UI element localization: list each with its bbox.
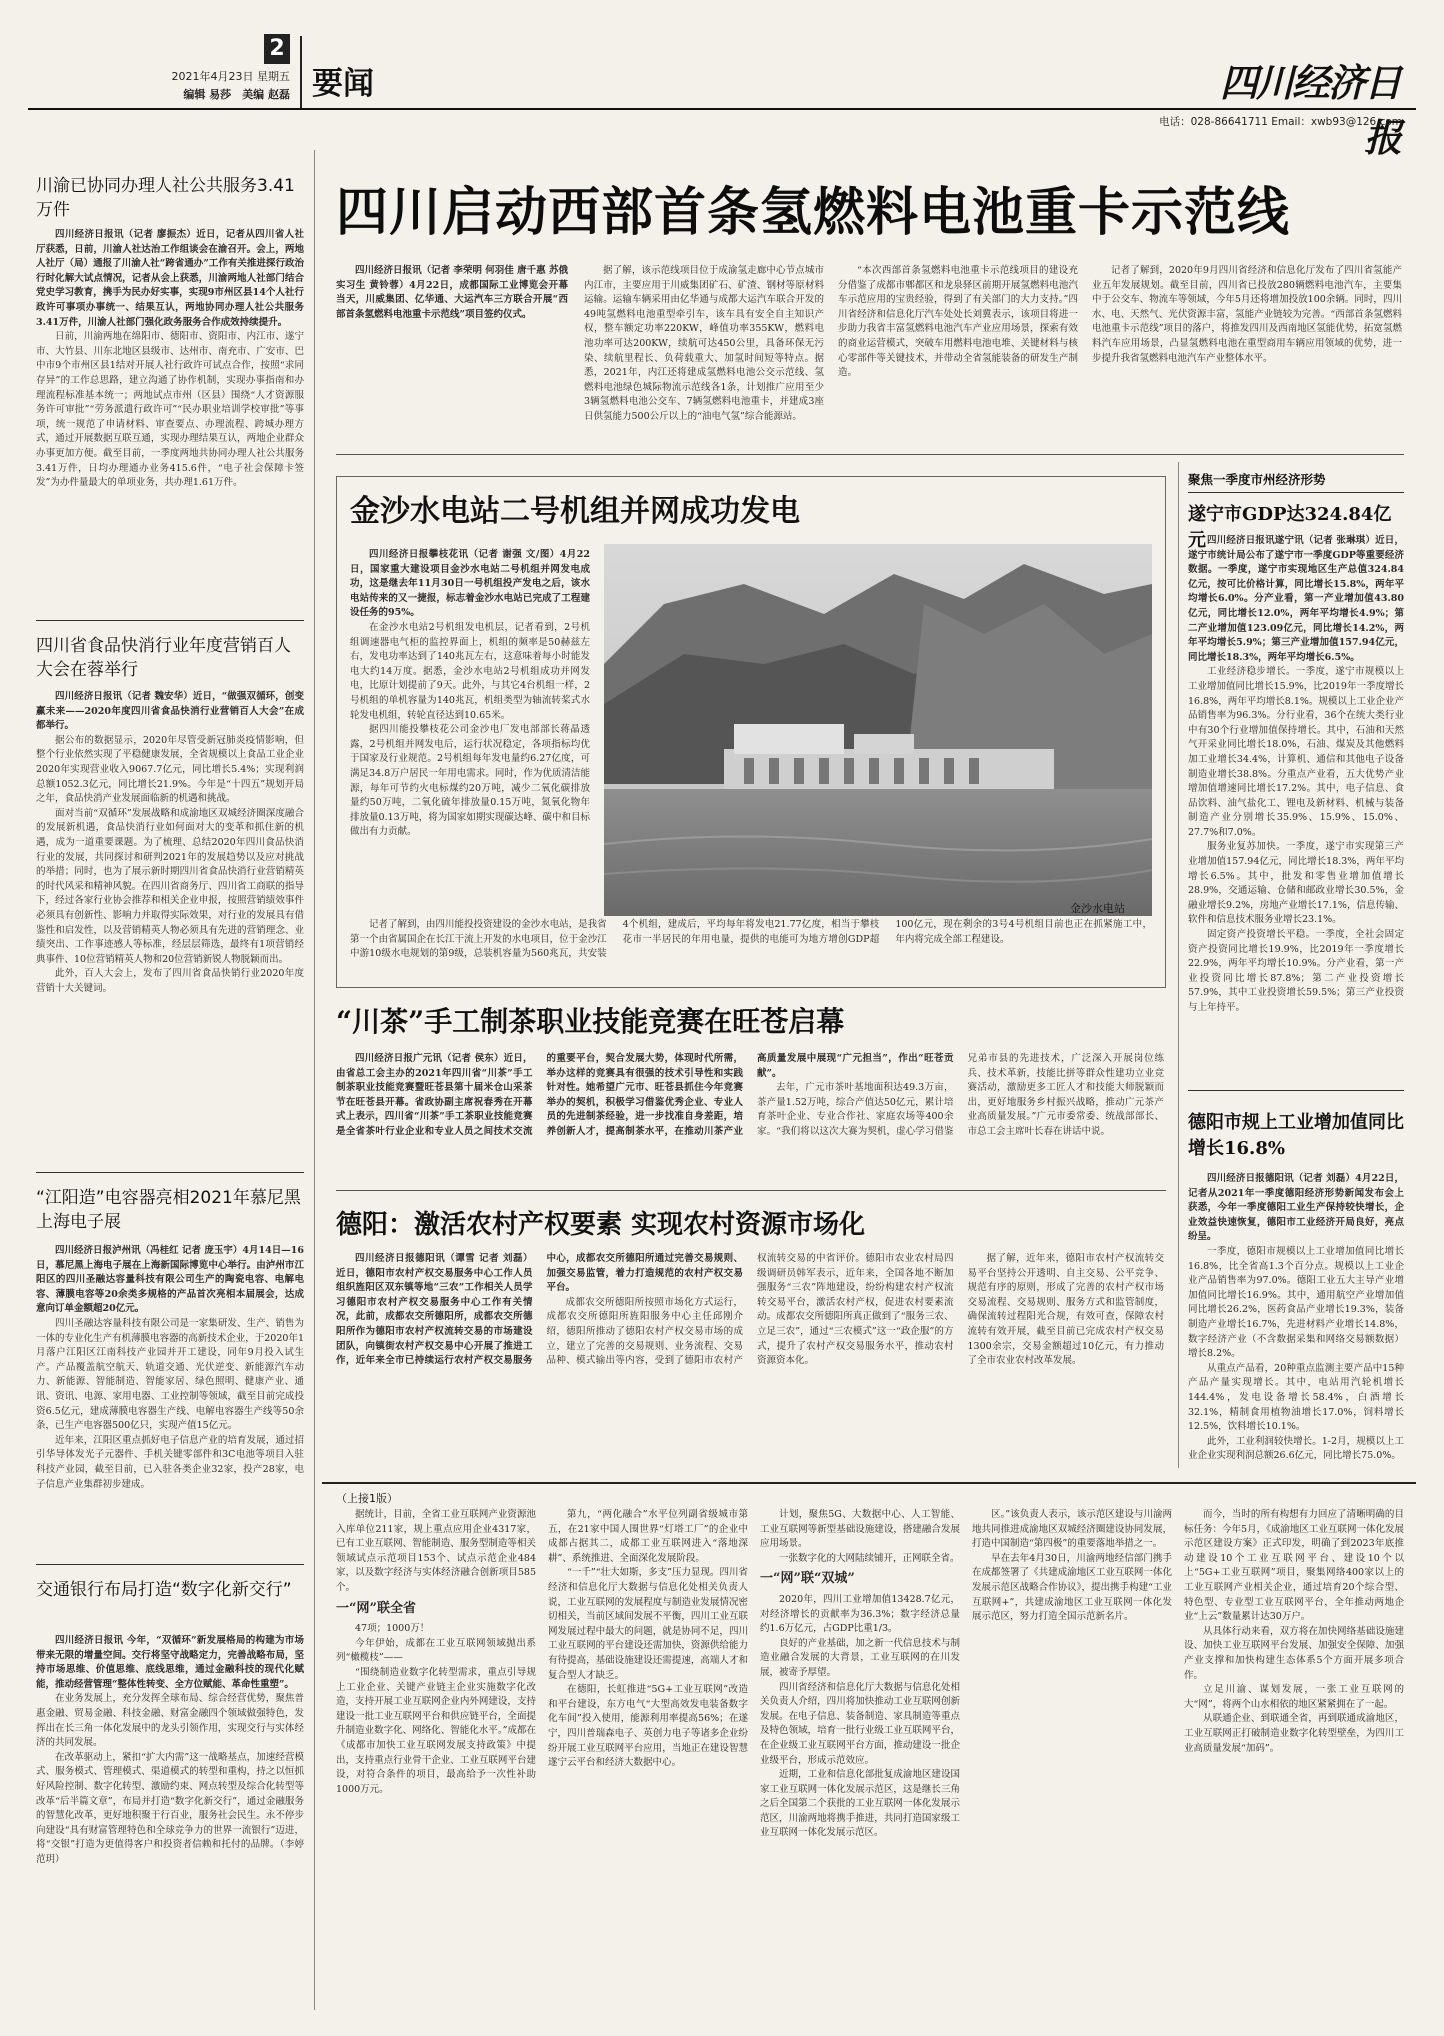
continued-paragraph: 第九，“两化融合”水平位列副省级城市第五，在21家中国人围世界“灯塔工厂”的企业中成都占据其二，成都工业互联网进入“落地深耕”、系统推进、全面深化发展阶段。 xyxy=(548,1509,748,1564)
right-section-label: 聚焦一季度市州经济形势 xyxy=(1188,470,1404,493)
left-body-1 xyxy=(36,228,304,560)
hydropower-dam-image xyxy=(604,544,1152,916)
continued-paragraph: 从具体行动来看，双方将在加快网络基础设施建设、加快工业互联网平台发展、加强安全保障、加强产业支撑和加快构建生态体系5个方面开展多项合作。 xyxy=(1184,1625,1404,1681)
right-paragraph: 工业经济稳步增长。一季度，遂宁市规模以上工业增加值同比增长15.9%，比2019年一季度增长16.8%，两年平均增长8.1%。规模以上工业企业产品销售率为96.3%。分行业看，36个在统大类行业中有30个行业增加值保持增长。其中，石油和天然气开采业同比增长18.0%，石油、煤炭及其他燃料加工业增长34.4%，计算机、通信和其他电子设备制造业增长38.8%。分重点产业看，五大优势产业增加值增速同比增长17.2%。其中，电子信息、食品饮料、油气盐化工、锂电及新材料、机械与装备制造产业分别增长35.9%、15.9%、15.0%、27.7%和7.0%。 xyxy=(1188,666,1404,838)
left-paragraph: 四川经济日报讯（记者 魏安华）近日，“做强双循环，创变赢未来——2020年度四川省食品快消行业营销百人大会”在成都举行。 xyxy=(36,691,304,732)
continued-paragraph: 区。”该负责人表示，该示范区建设与川渝两地共同推进成渝地区双城经济圈建设协同发展，打造中国制造“第四极”的重要落地举措之一。 xyxy=(972,1509,1172,1550)
hydrogen-col-4 xyxy=(1092,264,1402,422)
jinsha-paragraph: 在金沙水电站2号机组发电机层，记者看到，2号机组调速器电气柜的监控界面上，机组的频率是50赫兹左右，发电功率达到了140兆瓦左右，这意味着每小时能发电大约14万度。据悉，金沙水电站2号机组成功并网发电，比原计划提前了9天。此外，与其它4台机组一样，2号机组的单机容量为140兆瓦，机组类型为轴流转桨式水轮发电机组，转轮直径达到10.65米。 xyxy=(350,621,590,721)
tea-paragraph: 四川经济日报广元讯（记者 侯东）近日，由省总工会主办的2021年四川省“川茶”手工制茶职业技能竞赛暨旺苍县第十届米仓山采茶节在旺苍县开幕。省政协副主席祝春秀在开幕式上表示，四川省“川茶”手工茶职业技能竞赛是全省茶叶行业企业和专业人员之间技术交流的重要平台，契合发展大势，体现时代所需，举办这样的竞赛具有很强的技术引导性和实践针对性。她希望广元市、旺苍县抓住今年竞赛举办的契机，积极学习借鉴优秀企业、专业人员的先进制茶经验，进一步找准自身差距，培养创新人才，提高制茶水平，在推动川茶产业高质量发展中展现“广元担当”，作出“旺苍贡献”。 xyxy=(336,1053,954,1137)
left-headline-1: 川渝已协同办理人社公共服务3.41万件 xyxy=(36,176,295,220)
continued-col-2 xyxy=(548,1508,748,2006)
hydrogen-paragraph: 四川经济日报讯（记者 李荣明 何羽佳 唐千惠 苏俄 实习生 黄铃蓉）4月22日，成都国际工业博览会开幕当天，川威集团、亿华通、大运汽车三方联合开展“西部首条氢燃料电池重卡示范线”项目签约仪式。 xyxy=(336,265,568,320)
left-headline-2: 四川省食品快消行业年度营销百人大会在蓉举行 xyxy=(36,636,291,680)
continued-paragraph: 从联通企业、到联通全省，再到联通成渝地区，工业互联网正打破制造业数字化转型壁垒，为四川工业高质量发展“加码”。 xyxy=(1184,1713,1404,1754)
continued-paragraph: 2020年，四川工业增加值13428.7亿元，对经济增长的贡献率为36.3%；数字经济总量约1.6万亿元，占GDP比重1/3。 xyxy=(760,1593,960,1635)
jinsha-paragraph: 记者了解到，由四川能投投资建设的金沙水电站，是我省第一个由省属国企在长江干流上开发的水电项目，位于金沙江中游10级水电规划的第9级，总装机容量为560兆瓦，共安装4个机组，建成后，平均每年将发电21.77亿度，相当于攀枝花市一半居民的年用电量，提供的电能可为地方增创GDP超100亿元，现在剩余的3号4号机组目前也正在抓紧施工中，年内将完成全部工程建设。 xyxy=(350,919,1152,960)
deyang-rural-paragraph: 四川经济日报德阳讯（谭雪 记者 刘磊）近日，德阳市农村产权交易服务中心工作人员组织旌阳区双东镇等地“三农”工作相关人员学习德阳市农村产权交易服务中心工作有关情况，此前，成都农交所德阳所，成都农交所德阳所作为德阳市农村产权流转交易的市场建设团队，向镇街农村产权交易中心开展了推进工作，近年来全市已持续运行农村产权交易服务中心，成都农交所德阳所通过完善交易规则、加强交易监管，着力打造规范的农村产权交易平台。 xyxy=(336,1253,743,1367)
jinsha-headline: 金沙水电站二号机组并网成功发电 xyxy=(350,494,800,529)
right-headline-1: 遂宁市GDP达324.84亿元 xyxy=(1188,504,1392,551)
right-paragraph: 此外，工业利润较快增长。1-2月，规模以上工业企业实现利润总额26.6亿元，同比增长75.0%。 xyxy=(1188,1435,1404,1462)
left-paragraph: 在改革驱动上，紧扣“扩大内需”这一战略基点，加速经营模式、服务模式、管理模式、渠道模式的转型和重构，持之以恒抓好风险控制、数字化转型、激励约束、网点转型及综合化转型等改革“后半篇文章”，布局并打造“数字化新交行”，通过金融服务的智慧化改革，更好地积聚于行百业，服务社会民生。永不停步向建设“具有财富管理特色和全球竞争力的世界一流银行”迈进，将“交银”打造为更值得客户和投资者信赖和托付的品牌。（李婷 范玥） xyxy=(36,1751,304,1865)
left-rule-1 xyxy=(36,620,304,621)
right-paragraph: 从重点产品看，20种重点监测主要产品中15种产品产量实现增长。其中，电站用汽轮机增长144.4%，发电设备增长58.4%，白酒增长32.1%，精制食用植物油增长17.0%，饲料增长12.5%，饮料增长10.1%。 xyxy=(1188,1362,1404,1433)
right-paragraph: 四川经济日报讯遂宁讯（记者 张琳琪）近日，遂宁市统计局公布了遂宁市一季度GDP等重要经济数据。一季度，遂宁市实现地区生产总值324.84亿元，按可比价格计算，同比增长15.8%，两年平均增长6.0%。分产业看，第一产业增加值43.80亿元，同比增长12.0%，两年平均增长4.9%；第二产业增加值123.09亿元，同比增长14.2%，两年平均增长5.9%；第三产业增加值157.94亿元，同比增长18.3%，两年平均增长6.5%。 xyxy=(1188,535,1404,663)
continued-subhead-2: 一“网”联“双城” xyxy=(760,1571,855,1587)
deyang-rural-paragraph: 据了解，近年来，德阳市农村产权流转交易平台坚持公开透明、自主交易、公平竞争、规范有序的原则，形成了完善的农村产权市场交易流程、交易规则、服务方式和监管制度，确保流转过程阳光合规，有效可查，保障农村流转有效开展，截至目前已完成农村产权交易1300余宗，交易金额超过10亿元，有力推动了全市农业农村改革发展。 xyxy=(967,1253,1164,1367)
tea-headline: “川茶”手工制茶职业技能竞赛在旺苍启幕 xyxy=(336,1005,845,1038)
left-headline-4: 交通银行布局打造“数字化新交行” xyxy=(36,1580,292,1600)
tea-bottom-rule xyxy=(336,1190,1166,1191)
jinsha-col-1 xyxy=(350,548,590,900)
page-number: 2 xyxy=(264,34,290,64)
jinsha-photo xyxy=(604,544,1152,916)
left-headline-3: “江阳造”电容器亮相2021年慕尼黑上海电子展 xyxy=(36,1188,301,1232)
left-paragraph: 面对当前“双循环”发展战略和成渝地区双城经济圈深度融合的发展新机遇，食品快消行业如何面对大的变革和抓住新的机遇，成为一道重要课题。为了梳理、总结2020年四川食品快消行业的发展，共同探讨和研判2021年的发展趋势以及应对挑战的举措；同时，也为了展示新时期四川省食品快消行业营销精英的时代风采和精神风貌。在四川省商务厅、四川省工商联的指导下，经过各家行业协会推荐和相关企业申报，按照营销绩效事件必须具有创新性、影响力并取得实际效果，对行业的发展具有借鉴性和启发性，以及营销精英人物必须具有先进的营销理念、业绩突出、工作事迹感人等标准，经层层筛选，最终有1项营销经典事件、10位营销精英人物和20位营销新锐人物脱颖而出。 xyxy=(36,807,304,965)
continued-paragraph: 一张数字化的大网陆续铺开，正网联全省。 xyxy=(779,1552,960,1564)
right-body-2 xyxy=(1188,1172,1404,1468)
continued-col-5 xyxy=(1184,1508,1404,2006)
right-headline-2: 德阳市规上工业增加值同比增长16.8% xyxy=(1188,1112,1404,1159)
right-paragraph: 一季度，德阳市规模以上工业增加值同比增长16.8%，比全省高1.3个百分点。规模以上工业企业产品销售率为97.0%。德阳工业五大主导产业增加值同比增长16.9%。其中，通用航空产业增加值同比增长26.2%，医药食品产业增长19.3%，装备制造产业增长16.7%，先进材料产业增长14.8%，数字经济产业（不含数据采集和网络交易额数据）增长8.2%。 xyxy=(1188,1245,1404,1360)
left-rule-2 xyxy=(36,1172,304,1173)
left-paragraph: 四川经济日报泸州讯（冯桂红 记者 庞玉宇）4月14日—16日，慕尼黑上海电子展在上海新国际博览中心举行。由泸州市江阳区的四川圣融达容量科技有限公司生产的陶瓷电容、电解电容、薄膜电容等20余类多规格的产品首次亮相本届展会，达成意向订单金额超20亿元。 xyxy=(36,1245,304,1315)
continued-subhead-1: 一“网”联全省 xyxy=(336,1600,416,1616)
continued-paragraph: 四川省经济和信息化厅大数据与信息化处相关负责人介绍，四川将加快推动工业互联网创新发展。在电子信息、装备制造、家具制造等重点及特色领域，培育一批行业级工业互联网平台，在企业级工业互联网平台方面，推动建设一批企业级平台，形成示范效应。 xyxy=(760,1681,960,1766)
left-body-2 xyxy=(36,690,304,1148)
right-paragraph: 固定资产投资增长平稳。一季度，全社会固定资产投资同比增长19.9%，比2019年一季度增长22.9%，两年平均增长10.9%。分产业看，第一产业投资同比增长87.8%；第二产业投资增长57.9%，其中工业投资增长59.5%；第三产业投资与上年持平。 xyxy=(1188,929,1404,1013)
left-paragraph: 四川圣融达容量科技有限公司是一家集研发、生产、销售为一体的专业化生产有机薄膜电容器的高新技术企业，于2020年1月落户江阳区江南科技产业园并开工建设，同年9月投入试生产。产品覆盖航空航天、轨道交通、光伏逆变、新能源汽车动力、新能源、智能制造、智能家居、绿色照明、健康产业、通讯、资讯、电源、家用电器、工业控制等领域，截至目前完成投资6.5亿元，建成薄膜电容器生产线、电解电容器生产线等50余条，已生产电容器500亿只，实现产值15亿元。 xyxy=(36,1317,304,1432)
hydrogen-col-2 xyxy=(584,264,824,422)
left-paragraph: 据公布的数据显示，2020年尽管受新冠肺炎疫情影响，但整个行业依然实现了平稳健康发展，全省规模以上食品工业企业2020年实现营业收入9067.7亿元，同比增长5.4%；实现利润总额1052.3亿元，同比增长21.9%。今年是“十四五”规划开局之年，食品快消产业发展面临新的机遇和挑战。 xyxy=(36,734,304,805)
jinsha-photo-caption: 金沙水电站 xyxy=(1070,902,1125,915)
left-paragraph: 四川经济日报讯（记者 廖振杰）近日，记者从四川省人社厅获悉，日前，川渝人社达治工作组谈会在渝召开。会上，两地人社厅（局）通报了川渝人社“跨省通办”工作有关推进探行政治行时化解大试点情况，记者从会上获悉，川渝两地人社部门结合党史学习教育，携手为民办好实事，实现9市州区县14个人社行政许可事项办事统一、结果互认，两地协同办理人社公共服务3.41万件，川渝人社部门强化政务服务合作成效持续提升。 xyxy=(36,229,304,328)
continued-paragraph: 计划，聚焦5G、大数据中心、人工智能、工业互联网等新型基础设施建设，搭建融合发展应用场景。 xyxy=(760,1509,960,1550)
continued-paragraph: 今年伊始，成都在工业互联网领域抛出系列“橄榄枝”—— xyxy=(336,1637,536,1664)
paper-logo: 四川经济日报 xyxy=(1219,60,1400,160)
editor-credits: 编辑 易莎 美编 赵磊 xyxy=(183,88,290,101)
jinsha-col-bottom xyxy=(350,918,1152,978)
right-paragraph: 四川经济日报德阳讯（记者 刘磊）4月22日，记者从2021年一季度德阳经济形势新闻发布会上获悉，今年一季度德阳工业生产保持较快增长，企业效益快速恢复，德阳市工业经济开局良好，亮点纷呈。 xyxy=(1188,1173,1404,1243)
jinsha-paragraph: 四川经济日报攀枝花讯（记者 谢强 文/图）4月22日，国家重大建设项目金沙水电站二号机组并网发电成功，这是继去年11月30日一号机组投产发电之后，该水电站传来的又一捷报，标志着金沙水电站已完成了工程建设任务的95%。 xyxy=(350,549,590,619)
left-paragraph: 近年来，江阳区重点抓好电子信息产业的培育发展，通过招引华导体发光子元器件、手机关键零部件和3C电池等项目入驻科技产业园，截至目前，已入驻各类企业32家，投产28家，电子信息产业集群初步建成。 xyxy=(36,1434,304,1490)
left-body-3 xyxy=(36,1244,304,1542)
right-column-divider xyxy=(1178,462,1179,1468)
contact-line: 电话：028-86641711 Email：xwb93@126.com xyxy=(1159,116,1402,128)
continued-paragraph: 据统计，目前，全省工业互联网产业资源池入库单位211家，规上重点应用企业4317家，已有工业互联网、智能制造、服务型制造等相关领域试点示范项目153个、试点示范企业484家，以及数字经济与实体经济融合创新项目585个。 xyxy=(336,1509,536,1593)
continued-paragraph: 47项；1000万！ xyxy=(355,1623,430,1635)
left-rule-3 xyxy=(36,1564,304,1565)
continued-paragraph: “一千”“壮大如斯，多支”压力显现。四川省经济和信息化厅大数据与信息化处相关负责人说，工业互联网的发展程度与制造业发展情况密切相关，当前区域间发展不平衡，四川工业互联网发展过程中最大的问题，就是协同不足，四川工业互联网的平台建设还需加快，资源供给能力有待提高，基础设施建设还需提速，高端人才和复合型人才缺乏。 xyxy=(548,1567,748,1681)
jinsha-paragraph: 据四川能投攀枝花公司金沙电厂发电部部长蒋晶透露，2号机组并网发电后，运行状况稳定，各项指标均优于国家及行业规范。2号机组每年发电量约6.27亿度，可满足34.8万户居民一年用电需求。同时，作为优质清洁能源，每年可节约火电标煤约20万吨，减少二氧化碳排放量约50万吨，二氧化硫年排放量0.15万吨，氮氧化物年排放量0.13万吨，将为国家如期实现碳达峰、碳中和目标做出有力贡献。 xyxy=(350,724,590,838)
section-title: 要闻 xyxy=(312,66,374,102)
left-paragraph: 此外，百人大会上，发布了四川省食品快销行业2020年度营销十大关键词。 xyxy=(36,968,304,994)
left-column-divider xyxy=(314,150,315,2010)
tea-body xyxy=(336,1052,1164,1176)
hydrogen-paragraph: 记者了解到，2020年9月四川省经济和信息化厅发布了四川省氢能产业五年发展规划。截至目前，四川省已投放280辆燃料电池汽车，主要集中于公交车、物流车等领域，今年5月还将增加投放100余辆。同时，四川水、电、天然气、光伏资源丰富，氢能产业链较为完善。“西部首条氢燃料电池重卡示范线”项目的落户，将推发四川及西南地区氢能优势，拓宽氢燃料汽车应用场景，凸显氢燃料电池在重型商用车辆应用领域的优势，进一步提升我省氢燃料电池汽车产业整体水平。 xyxy=(1092,265,1402,364)
left-body-4 xyxy=(36,1634,304,2006)
continued-col-1 xyxy=(336,1508,536,2006)
continued-paragraph: “围绕制造业数字化转型需求，重点引导规上工业企业、关键产业链主企业实施数字化改造，支持开展工业互联网企业内外网建设，支持建设一批工业互联网平台和供应链平台，全面提升制造业数字化、网络化、智能化水平。”成都在《成都市加快工业互联网发展支持政策》中提出，支持重点行业骨干企业、工业互联网平台建设，对符合条件的项目，最高给予一次性补助1000万元。 xyxy=(336,1666,536,1795)
continued-paragraph: 立足川渝、谋划发展，一张工业互联网的大“网”，将两个山水相依的地区紧紧拥在了一起。 xyxy=(1184,1684,1404,1710)
continued-paragraph: 近期，工业和信息化部批复成渝地区建设国家工业互联网一体化发展示范区，这是继长三角之后全国第二个获批的工业互联网一体化发展示范区，川渝两地将携手推进，共同打造国家级工业互联网一体化发展示范区。 xyxy=(760,1769,960,1839)
hydrogen-paragraph: “本次西部首条氢燃料电池重卡示范线项目的建设充分借鉴了成都市郫都区和龙泉驿区前期开展氢燃料电池汽车示范应用的宝贵经验，得到了有关部门的大力支持。”四川省经济和信息化厅汽车处处长刘冀表示，该项目将进一步助力我省丰富氢燃料电池汽车产业应用场景，探索有效的商业运营模式，突破车用燃料电池电堆、关键材料与核心零部件等关键技术，并带动全省氢能装备的研发生产制造。 xyxy=(838,265,1078,379)
right-body-1 xyxy=(1188,534,1404,1082)
deyang-rural-headline: 德阳：激活农村产权要素 实现农村资源市场化 xyxy=(336,1210,866,1240)
continued-label: （上接1版） xyxy=(336,1492,398,1505)
continued-paragraph: 良好的产业基础，加之新一代信息技术与制造业融合发展的大背景，工业互联网的在川发展，被寄予厚望。 xyxy=(760,1637,960,1678)
hydrogen-bottom-rule xyxy=(336,454,1404,455)
masthead-rule xyxy=(28,108,1416,110)
continued-top-rule xyxy=(322,1482,1416,1484)
left-paragraph: 四川经济日报讯 今年，“双循环”新发展格局的构建为市场带来无限的增量空间。交行将坚守战略定力，完善战略布局，坚持市场思维、价值思维、底线思维，通过金融科技的现代化赋能，推动经营管理“整体性转变、全方位赋能、革命性重塑”。 xyxy=(36,1635,304,1690)
hydrogen-paragraph: 据了解，该示范线项目位于成渝氢走廊中心节点城市内江市，主要应用于川威集团矿石、矿渣、钢材等原材料运输。运输车辆采用由亿华通与成都大运汽车联合开发的49吨氢燃料电池重型牵引车，该车具有安全自主知识产权，整车额定功率220KW，峰值功率355KW，燃料电池功率可达200KW，续航可达450公里，具备环保无污染、续航里程长、负荷载重大、加氢时间短等特点。据悉，2021年，内江还将建成氢燃料电池公交示范线、氢燃料电池绿色城际物流示范线各1条，计划推广应用至少3辆氢燃料电池公交车、7辆氢燃料电池重卡，并建成3座日供氢能力500公斤以上的“油电气氢”综合能源站。 xyxy=(584,265,824,422)
right-paragraph: 服务业复苏加快。一季度，遂宁市实现第三产业增加值157.94亿元，同比增长18.3%，两年平均增长6.5%。其中，批发和零售业增加值增长28.9%，交通运输、仓储和邮政业增长30.5%，金融业增长9.2%，房地产业增长17.1%，信息传输、软件和信息技术服务业增长23.1%。 xyxy=(1188,841,1404,926)
continued-col-4 xyxy=(972,1508,1172,2006)
issue-date: 2021年4月23日 星期五 xyxy=(171,70,290,83)
main-headline: 四川启动西部首条氢燃料电池重卡示范线 xyxy=(336,182,1291,243)
continued-col-3 xyxy=(760,1508,960,2006)
deyang-rural-body xyxy=(336,1252,1164,1476)
continued-paragraph: 而今，当时的所有构想有力回应了清晰明确的目标任务：今年5月，《成渝地区工业互联网一体化发展示范区建设方案》正式印发，明确了到2023年底推动建设10个工业互联网平台、建设10个以上“5G+工业互联网”项目，聚集网络400家以上的工业互联网产业相关企业，通过培育20个综合型、特色型、专业型工业互联网平台，全年推动两地企业“上云”数量累计达30万户。 xyxy=(1184,1509,1404,1623)
deyang-rural-paragraph: 成都农交所德阳所按照市场化方式运行，成都农交所德阳所旌阳服务中心主任邱刚介绍，德阳所推动了德阳农村产权交易市场的成立，建立了完善的交易规则、业务流程、交易品种、模式输出等内容，受到了德阳市农村产权流转交易的中省评价。德阳市农业农村局四级调研员韩军表示，近年来，全国各地不断加强服务“三农”阵地建设，纷纷构建农村产权流转交易平台，激活农村产权，促进农村要素流动。成都农交所德阳所真正做到了“服务三农、立足三农”，通过“三农模式”这一“政企服”的方式，提升了农村产权交易服务水平，推动农村资源资本化。 xyxy=(546,1253,954,1367)
hydrogen-col-3 xyxy=(838,264,1078,422)
section-divider xyxy=(300,36,302,110)
tea-paragraph: 去年，广元市茶叶基地面积达49.3万亩，茶产量1.52万吨，综合产值达50亿元，累计培育茶叶企业、专业合作社、家庭农场等400余家。“我们将以这次大赛为契机，虚心学习借鉴兄弟市县的先进技术，广泛深入开展岗位练兵、技术革新，技能比拼等群众性建功立业竞赛活动，激励更多工匠人才和技能大师脱颖而出，更好地服务乡村振兴战略，推动广元茶产业高质量发展。”广元市委常委、统战部部长、市总工会主席叶长春在讲话中说。 xyxy=(757,1053,1164,1137)
left-paragraph: 日前，川渝两地在绵阳市、德阳市、资阳市、内江市、遂宁市、大竹县、川东北地区县级市、达州市、南充市、广安市、巴中市9个市州区县1结对开展人社行政许可试点合作，按照“求同存异”的工作总思路，建立沟通了协作机制，实现办事指南和办理流程标准基本统一；两地试点市州（区县）围绕“人才资源服务许可审批”“劳务派遣行政许可”“民办职业培训学校审批”等事项，统一规范了申请材料、审查要点、办理流程、跨城办理方式，通过开展数据互联互通，实现办理结果互认，两地企业群众办事更加方便。截至目前，一季度两地共协同办理人社公共服务3.41万件，日均办理通办业务415.6件，“电子社会保障卡签发”为办件量最大的单项业务，共办理1.61万件。 xyxy=(36,331,304,489)
continued-paragraph: 早在去年4月30日，川渝两地经信部门携手在成都签署了《共建成渝地区工业互联网一体化发展示范区战略合作协议》，提出携手构建“工业互联网+”，共建成渝地区工业互联网一体化发展示范区，努力打造全国示范新名片。 xyxy=(972,1552,1172,1623)
hydrogen-col-1 xyxy=(336,264,568,422)
right-rule-1 xyxy=(1188,1090,1404,1091)
continued-paragraph: 在德阳，长虹推进“5G+工业互联网”改造和平台建设，东方电气“大型高效发电装备数字化车间”投入使用，能源利用率提高56%；在遂宁，四川普瑞森电子、英创力电子等诸多企业纷纷开展工业互联网平台应用，当地正在建设智慧遂宁云平台和经济大数据中心。 xyxy=(548,1684,748,1769)
left-paragraph: 在业务发展上，充分发挥全球布局、综合经营优势，聚焦普惠金融、贸易金融、科技金融、财富金融四个领域做强特色，发挥出在长三角一体化发展中的龙头引领作用，实现交行与实体经济的共同发展。 xyxy=(36,1693,304,1749)
